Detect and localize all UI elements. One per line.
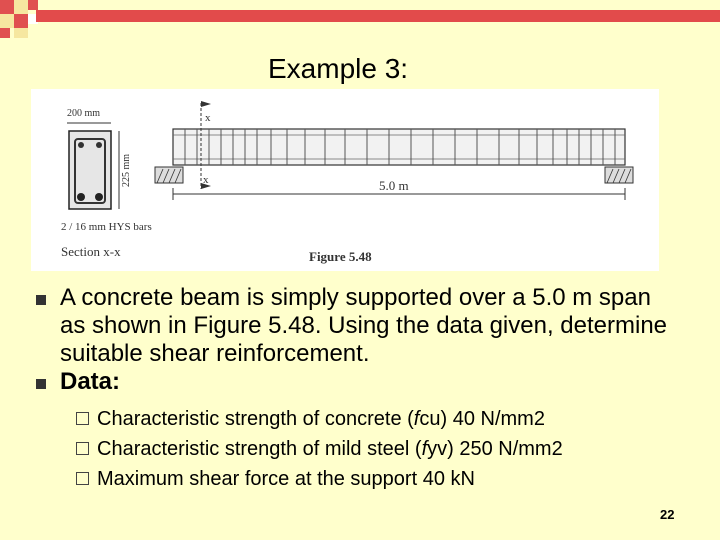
header-band bbox=[36, 10, 720, 22]
top-bar-left bbox=[78, 142, 84, 148]
bullet-text: A concrete beam is simply supported over a 5.0 m span as shown in Figure 5.48. Using the data given, determine suitable shear reinforcement. bbox=[60, 284, 668, 367]
bullet-square-icon bbox=[36, 379, 46, 389]
data-list bbox=[76, 404, 696, 494]
corner-square-red-3 bbox=[14, 14, 28, 28]
span-label: 5.0 m bbox=[379, 178, 409, 193]
beam-elevation bbox=[173, 129, 625, 165]
corner-square-red-1 bbox=[0, 0, 14, 14]
bars-label: 2 / 16 mm HYS bars bbox=[61, 221, 152, 233]
bullet-item-data bbox=[36, 368, 676, 396]
corner-square-red-4 bbox=[0, 28, 10, 38]
cut-label-top: x bbox=[205, 112, 211, 124]
beam-figure bbox=[31, 89, 659, 271]
bottom-bar-left bbox=[77, 193, 85, 201]
cut-label-bottom: x bbox=[203, 174, 209, 186]
figure-panel bbox=[31, 89, 659, 271]
data-item-shear-force: Maximum shear force at the support 40 kN bbox=[76, 464, 696, 494]
checkbox-bullet-icon bbox=[76, 472, 89, 485]
section-depth-label: 225 mm bbox=[121, 153, 132, 187]
figure-caption: Figure 5.48 bbox=[309, 249, 372, 264]
data-item-concrete-strength: Characteristic strength of concrete (fcu) 40 N/mm2 bbox=[76, 404, 696, 434]
bullet-square-icon bbox=[36, 295, 46, 305]
section-width-label: 200 mm bbox=[67, 108, 101, 119]
section-caption: Section x-x bbox=[61, 244, 121, 259]
checkbox-bullet-icon bbox=[76, 442, 89, 455]
corner-square-yellow-1 bbox=[14, 0, 28, 14]
page-number: 22 bbox=[660, 507, 675, 522]
corner-square-yellow-2 bbox=[0, 14, 14, 28]
checkbox-bullet-icon bbox=[76, 412, 89, 425]
bullet-item-problem bbox=[36, 284, 676, 368]
cut-arrow-top bbox=[201, 101, 211, 107]
bullet-list bbox=[36, 284, 676, 396]
bottom-bar-right bbox=[95, 193, 103, 201]
slide-title: Example 3: bbox=[268, 53, 409, 84]
corner-square-red-2 bbox=[28, 0, 38, 10]
bullet-text: Data: bbox=[60, 368, 121, 395]
data-item-steel-strength: Characteristic strength of mild steel (fyv) 250 N/mm2 bbox=[76, 434, 696, 464]
corner-square-yellow-3 bbox=[14, 28, 28, 38]
top-bar-right bbox=[96, 142, 102, 148]
